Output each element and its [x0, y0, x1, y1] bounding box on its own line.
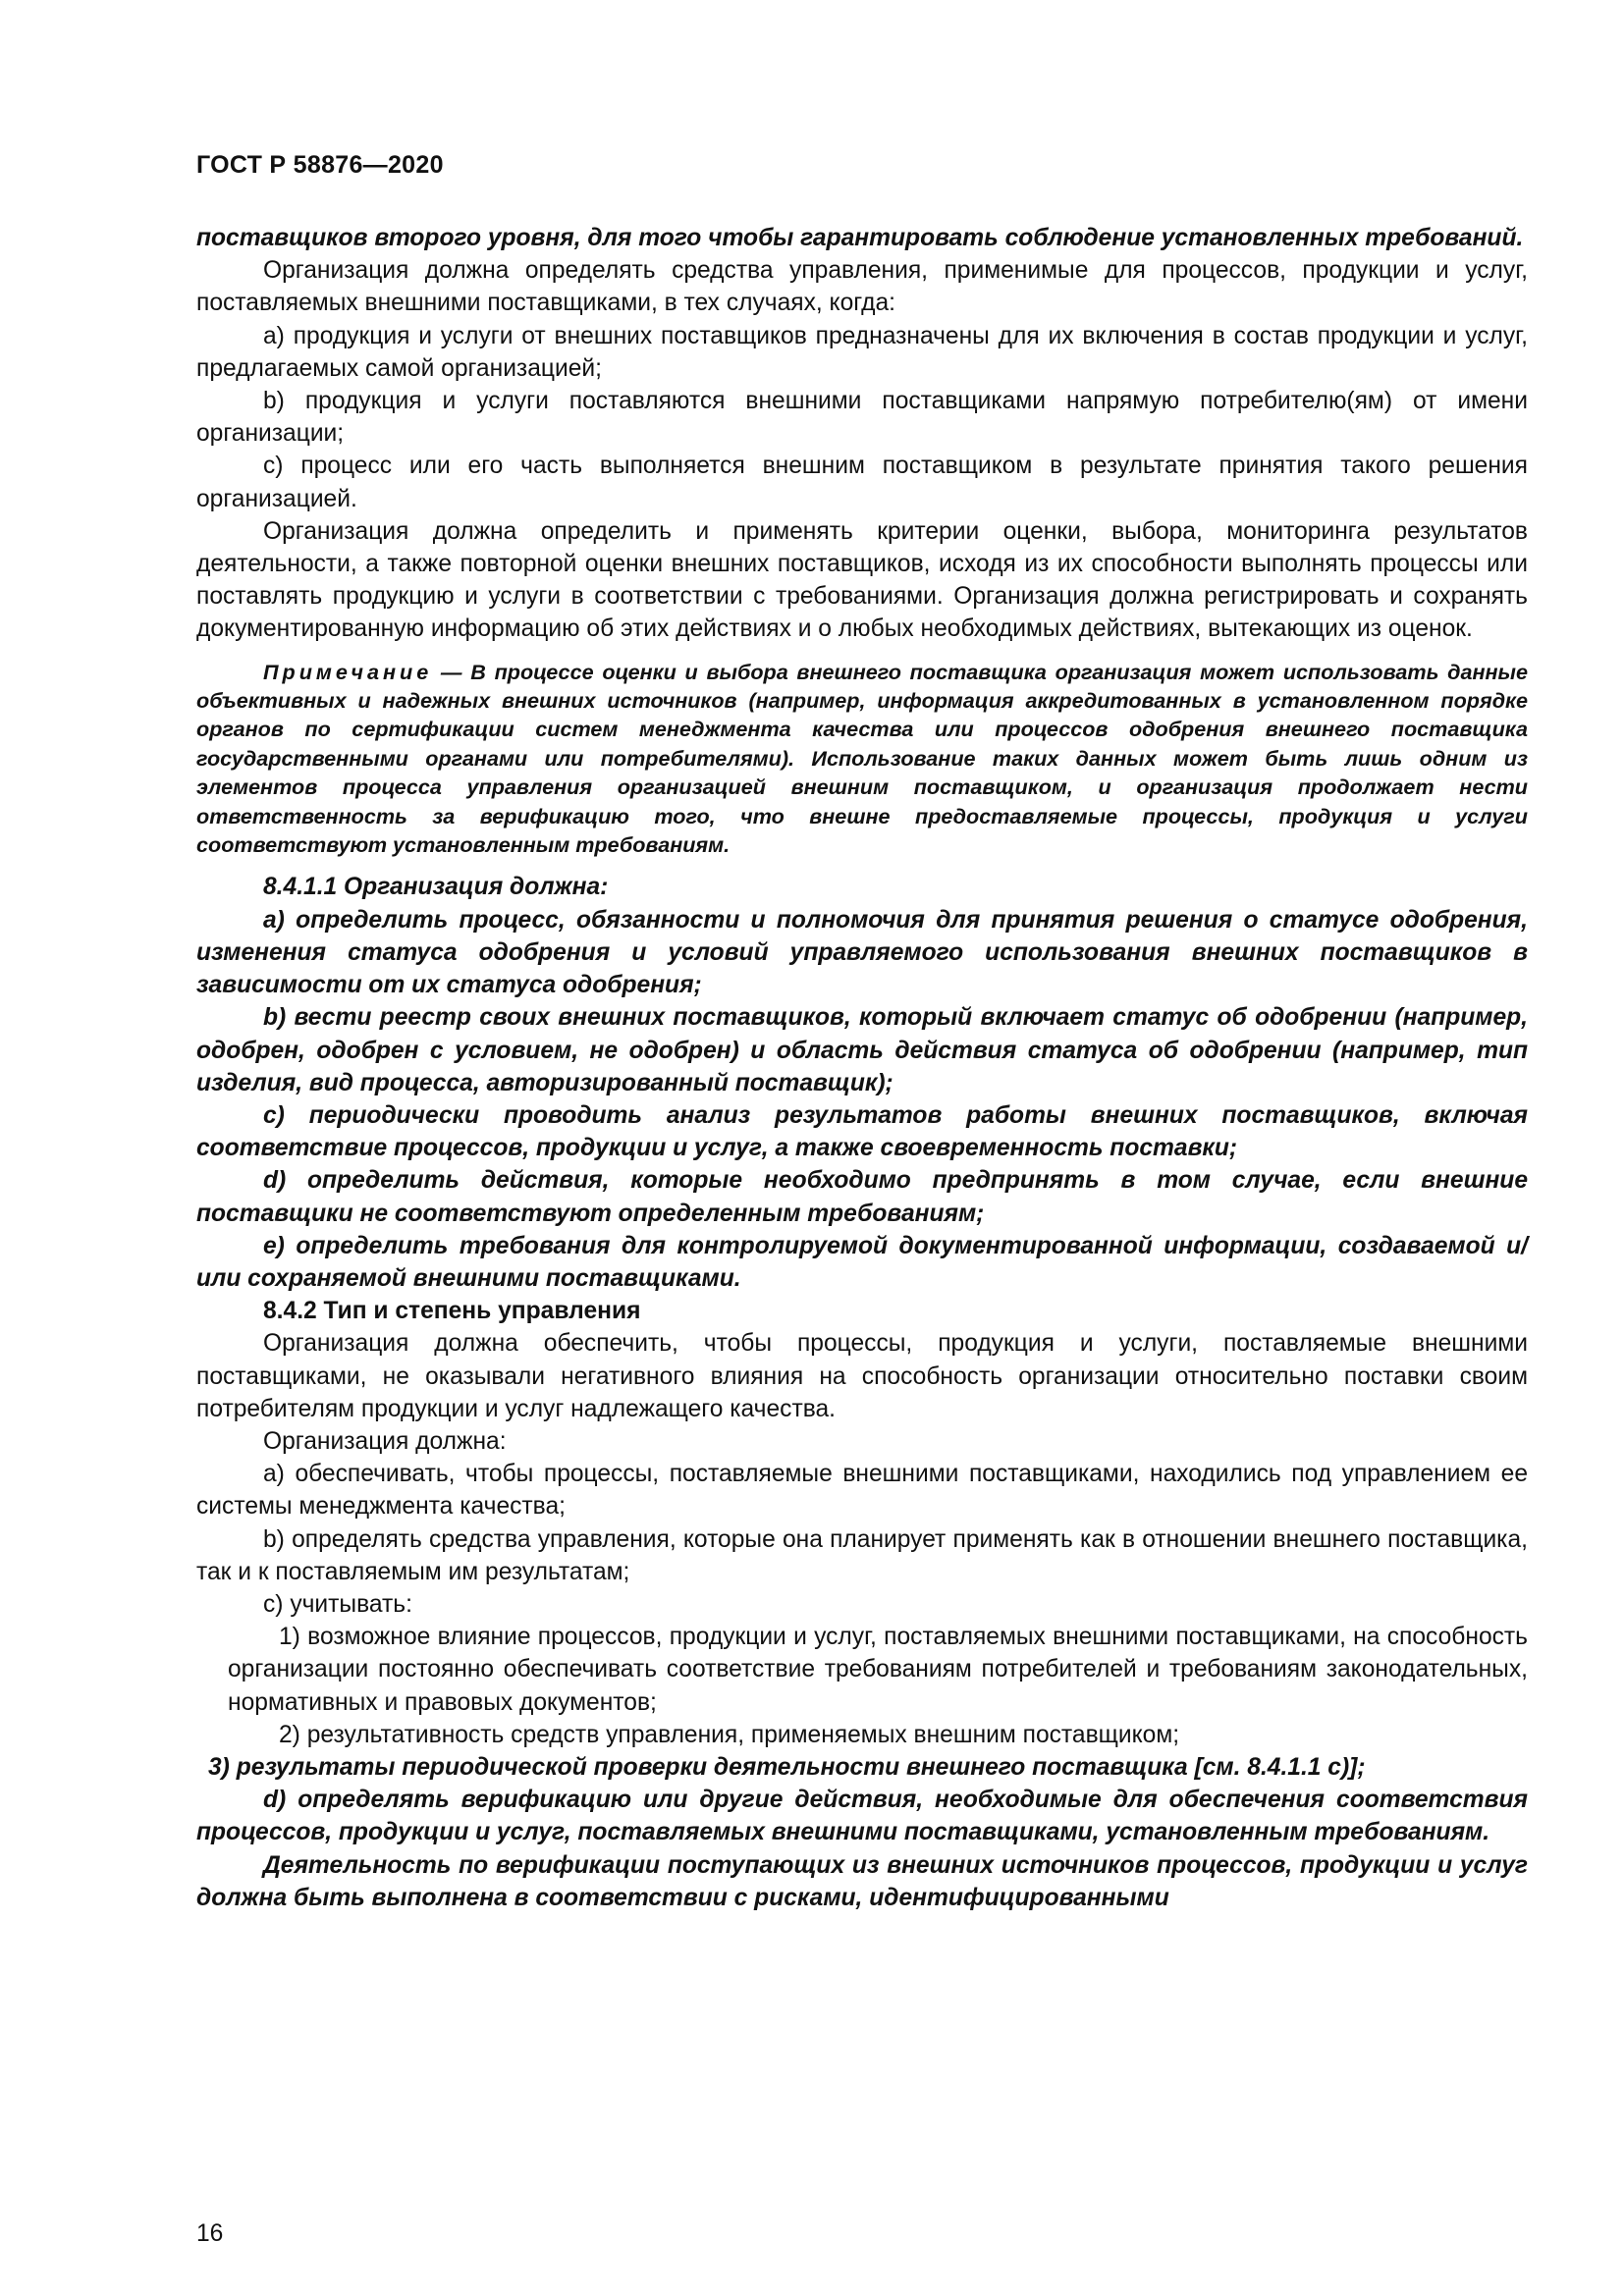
list-item-a: a) продукция и услуги от внешних поставщиков предназначены для их включения в состав продукции и услуг, предлагаемых самой организацией;	[196, 322, 1528, 382]
paragraph: Организация должна определять средства управления, применимые для процессов, продукции и услуг, поставляемых внешними поставщиками, в тех случаях, когда:	[196, 257, 1528, 317]
paragraph: Деятельность по верификации поступающих из внешних источников процессов, продукции и услуг должна быть выполнена в соответствии с рисками, идентифицированными	[196, 1851, 1528, 1911]
paragraph-continuation: поставщиков второго уровня, для того чтобы гарантировать соблюдение установленных требований.	[196, 225, 1524, 251]
document-body	[196, 222, 1528, 1914]
paragraph: Организация должна:	[263, 1427, 507, 1455]
list-item-b: b) определять средства управления, которые она планирует применять как в отношении внешнего поставщика, так и к поставляемым им результатам;	[196, 1525, 1528, 1585]
list-item-e: e) определить требования для контролируемой документированной информации, создаваемой и/или сохраняемой внешними поставщиками.	[196, 1232, 1528, 1292]
note-label: Примечание	[263, 659, 433, 684]
paragraph: Организация должна обеспечить, чтобы процессы, продукция и услуги, поставляемые внешними поставщиками, не оказывали негативного влияния на способность организации относительно поставки своим потребителям продукции и услуг надлежащего качества.	[196, 1330, 1528, 1422]
list-item-c: c) учитывать:	[263, 1590, 412, 1618]
list-item-b: b) вести реестр своих внешних поставщиков, который включает статус об одобрении (например, одобрен, одобрен с условием, не одобрен) и область действия статуса об одобрении (например, тип изделия, вид процесса, авторизированный поставщик);	[196, 1004, 1528, 1096]
paragraph: Организация должна определить и применять критерии оценки, выбора, мониторинга результатов деятельности, а также повторной оценки внешних поставщиков, исходя из их способности выполнять процессы или поставлять продукцию и услуги в соответствии с требованиями. Организация должна регистрировать и сохранять документированную информацию об этих действиях и о любых необходимых действиях, вытекающих из оценок.	[196, 517, 1528, 643]
list-item-a: a) обеспечивать, чтобы процессы, поставляемые внешними поставщиками, находились под управлением ее системы менеджмента качества;	[196, 1461, 1528, 1521]
page-number: 16	[196, 2220, 224, 2247]
note-text: В процессе оценки и выбора внешнего поставщика организация может использовать данные объективных и надежных внешних источников (например, информация аккредитованных в установленном порядке органов по сертификации систем менеджмента качества или процессов одобрения внешнего поставщика государственными органами или потребителями). Использование таких данных может быть лишь одним из элементов процесса управления организацией внешним поставщиком, и организация продолжает нести ответственность за верификацию того, что внешне предоставляемые процессы, продукция и услуги соответствуют установленным требованиям.	[196, 659, 1529, 858]
note-paragraph	[196, 658, 1528, 860]
section-heading-8-4-1-1: 8.4.1.1 Организация должна:	[263, 874, 609, 901]
list-item-b: b) продукция и услуги поставляются внешними поставщиками напрямую потребителю(ям) от имени организации;	[196, 388, 1528, 448]
list-item-a: a) определить процесс, обязанности и полномочия для принятия решения о статусе одобрения, изменения статуса одобрения и условий управляемого использования внешних поставщиков в зависимости от их статуса одобрения;	[196, 906, 1528, 999]
list-item-d: d) определить действия, которые необходимо предпринять в том случае, если внешние поставщики не соответствуют определенным требованиям;	[196, 1167, 1528, 1227]
sub-item-1: 1) возможное влияние процессов, продукции и услуг, поставляемых внешними поставщиками, на способность организации постоянно обеспечивать соответствие требованиям потребителей и требованиям законодательных, нормативных и правовых документов;	[228, 1624, 1528, 1716]
document-header: ГОСТ Р 58876—2020	[196, 151, 444, 179]
list-item-d: d) определять верификацию или другие действия, необходимые для обеспечения соответствия процессов, продукции и услуг, поставляемых внешними поставщиками, установленным требованиям.	[196, 1787, 1528, 1846]
list-item-c: c) периодически проводить анализ результатов работы внешних поставщиков, включая соответствие процессов, продукции и услуг, а также своевременность поставки;	[196, 1101, 1528, 1162]
sub-item-2: 2) результативность средств управления, применяемых внешним поставщиком;	[279, 1721, 1180, 1748]
sub-item-3: 3) результаты периодической проверки деятельности внешнего поставщика [см. 8.4.1.1 c)];	[208, 1753, 1366, 1781]
list-item-c: c) процесс или его часть выполняется внешним поставщиком в результате принятия такого решения организацией.	[196, 453, 1528, 512]
note-dash: —	[432, 659, 471, 684]
section-heading-8-4-2: 8.4.2 Тип и степень управления	[263, 1298, 641, 1325]
